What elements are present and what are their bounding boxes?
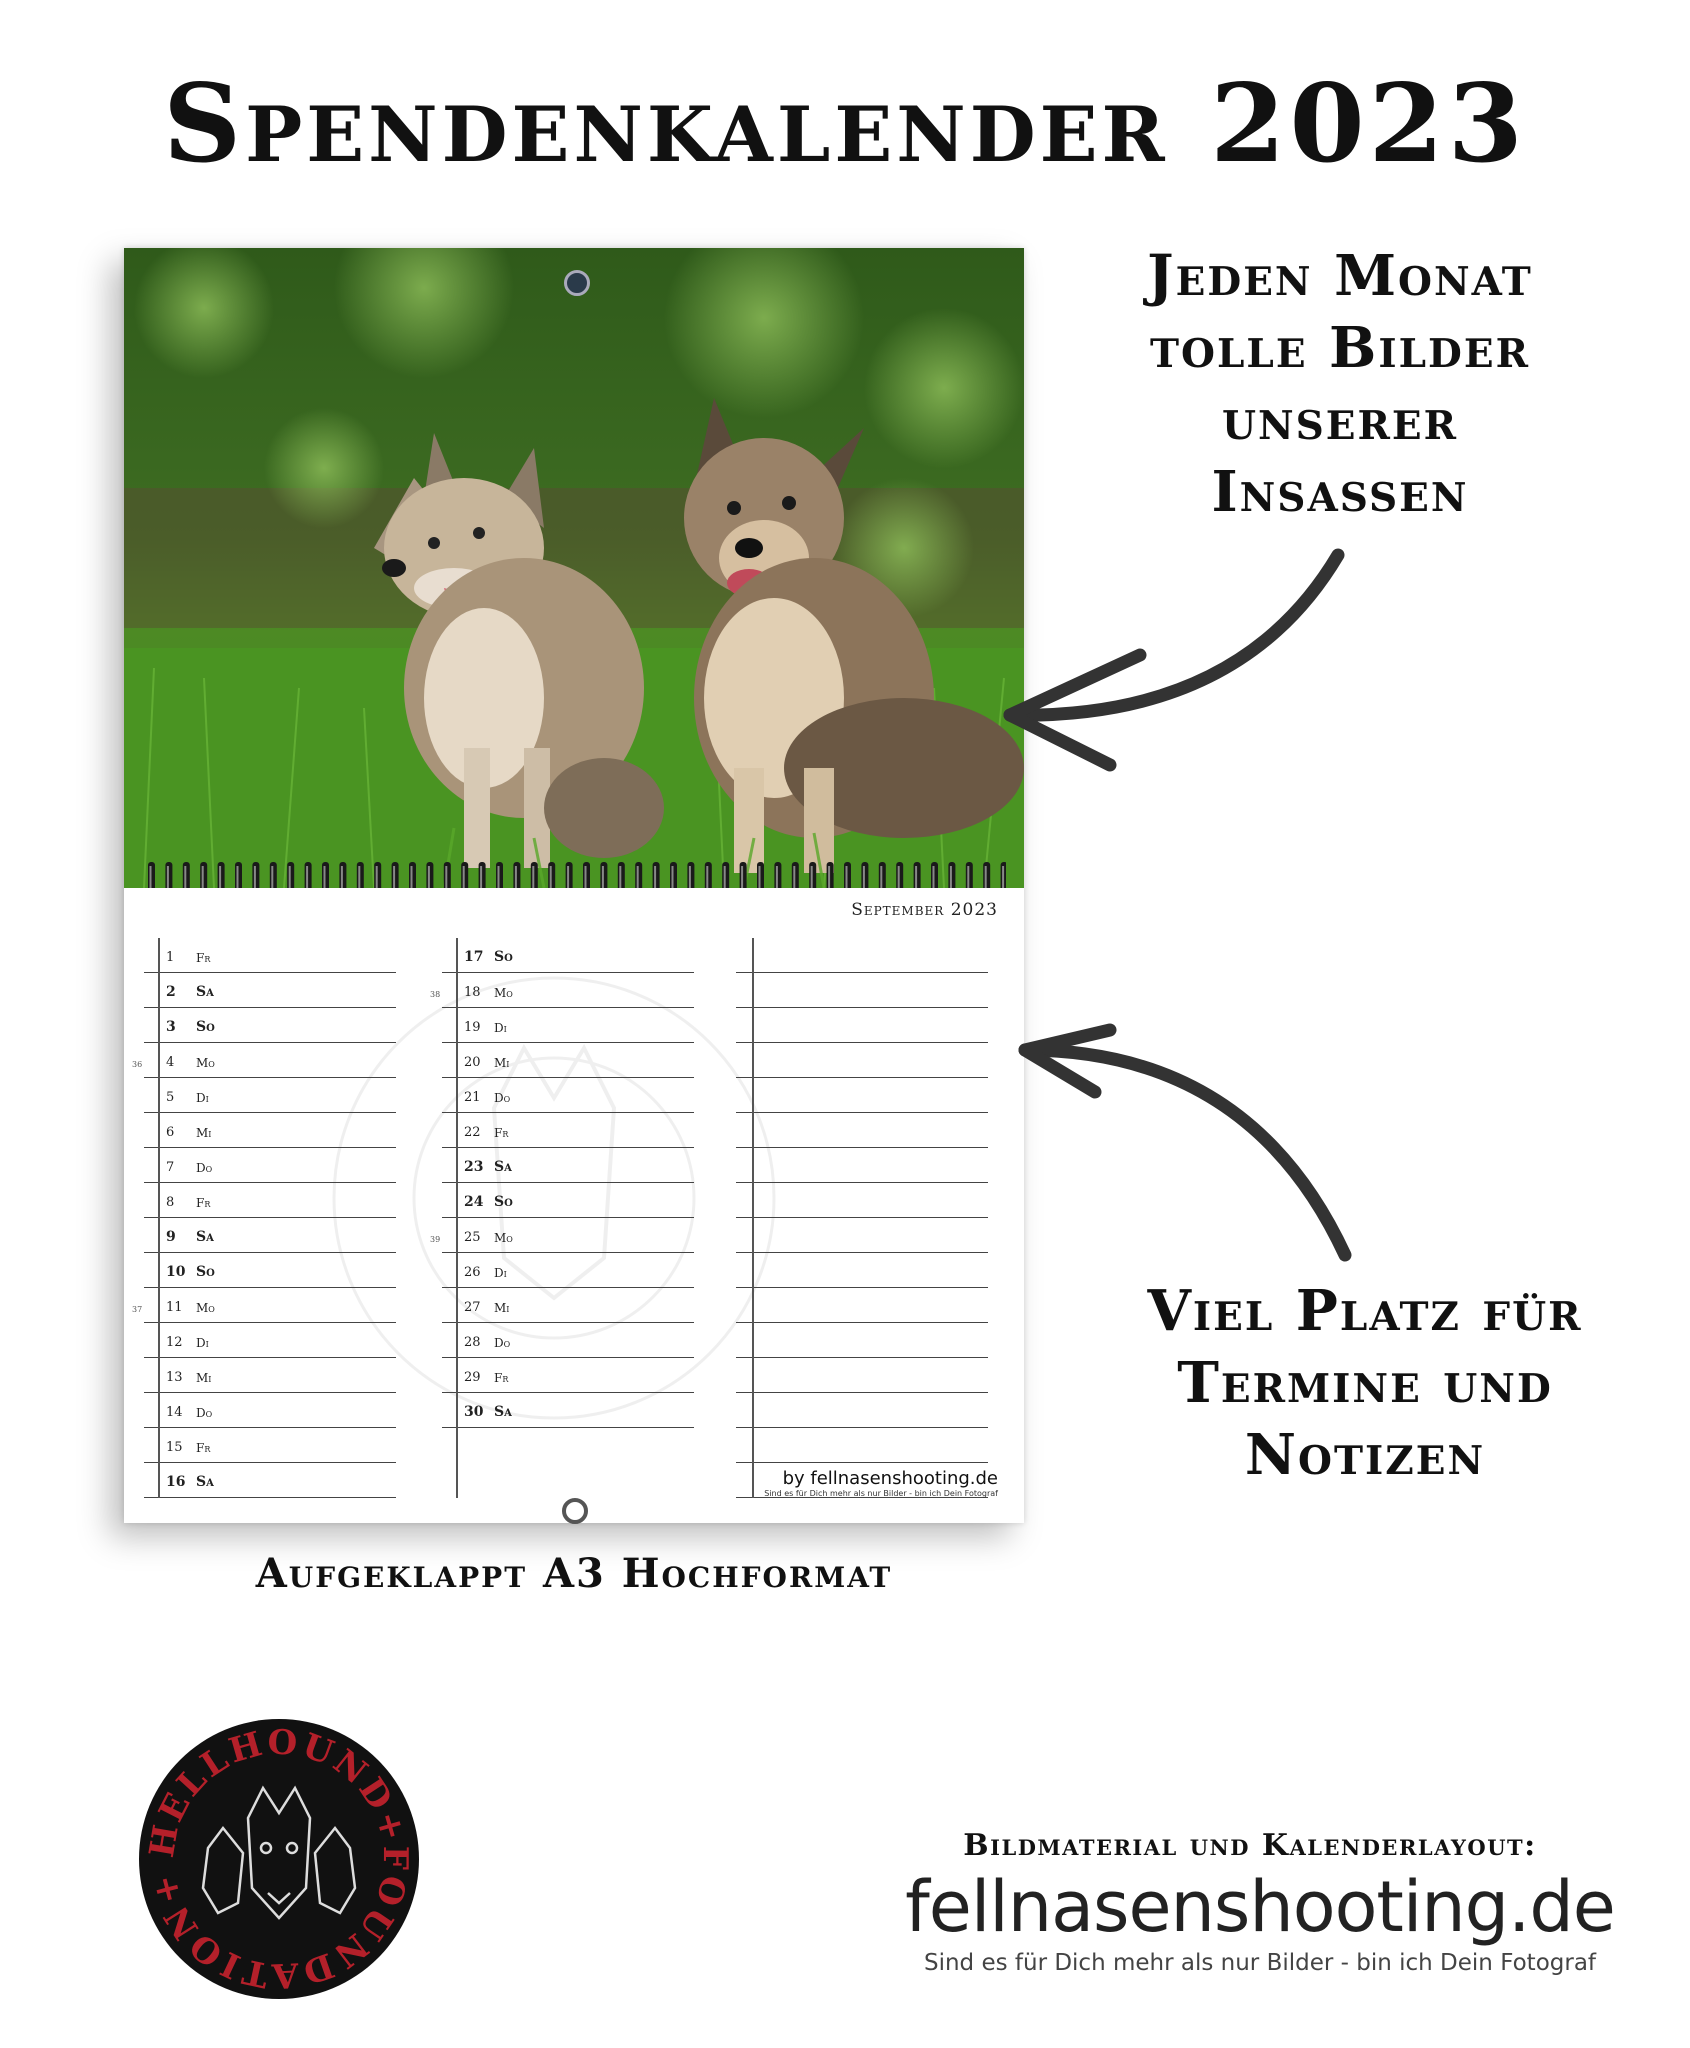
week-number: 38 xyxy=(430,990,441,999)
weekday: So xyxy=(196,1264,215,1280)
credit-tagline: Sind es für Dich mehr als nur Bilder - bin ich Dein Fotograf xyxy=(923,1950,1597,1976)
callout-line: tolle Bilder xyxy=(1149,315,1530,381)
day-number: 21 xyxy=(464,1090,481,1105)
weekday: Fr xyxy=(196,1441,211,1455)
weekday: Sa xyxy=(196,1474,214,1490)
weekday: Di xyxy=(196,1336,209,1350)
day-number: 27 xyxy=(464,1300,481,1315)
credit-label: Bildmaterial und Kalenderlayout: xyxy=(963,1828,1537,1863)
weekday: Di xyxy=(494,1021,507,1035)
day-number: 19 xyxy=(464,1020,481,1035)
day-number: 22 xyxy=(464,1125,481,1140)
format-caption: Aufgeklappt A3 Hochformat xyxy=(255,1550,893,1597)
day-number: 24 xyxy=(464,1194,484,1210)
page-title: Spendenkalender 2023 xyxy=(163,61,1527,187)
day-number: 15 xyxy=(166,1440,183,1455)
weekday: Fr xyxy=(196,1196,211,1210)
day-number: 17 xyxy=(464,949,484,965)
day-number: 4 xyxy=(166,1055,175,1070)
weekday: Mo xyxy=(196,1301,215,1315)
week-number: 37 xyxy=(132,1305,143,1314)
day-number: 23 xyxy=(464,1159,484,1175)
callout-line: Termine und xyxy=(1177,1350,1553,1416)
weekday: Mo xyxy=(494,986,513,1000)
day-number: 26 xyxy=(464,1265,481,1280)
weekday: Sa xyxy=(494,1159,512,1175)
callout-line: Insassen xyxy=(1211,459,1469,525)
weekday: So xyxy=(494,949,513,965)
week-number: 39 xyxy=(430,1235,441,1244)
weekday: Mo xyxy=(196,1056,215,1070)
day-number: 8 xyxy=(166,1195,175,1210)
day-number: 10 xyxy=(166,1264,186,1280)
day-number: 29 xyxy=(464,1370,481,1385)
weekday: Do xyxy=(196,1161,213,1175)
callout-line: Notizen xyxy=(1244,1422,1486,1488)
day-number: 25 xyxy=(464,1230,481,1245)
weekday: Sa xyxy=(196,1229,214,1245)
callout-line: Viel Platz für xyxy=(1147,1278,1583,1344)
weekday: Mi xyxy=(494,1301,510,1315)
hellhound-foundation-logo xyxy=(138,1718,420,2000)
credit-domain[interactable]: fellnasenshooting.de xyxy=(905,1866,1615,1948)
weekday: Do xyxy=(494,1336,511,1350)
day-number: 9 xyxy=(166,1229,176,1245)
day-number: 28 xyxy=(464,1335,481,1350)
day-number: 13 xyxy=(166,1370,183,1385)
weekday: Do xyxy=(196,1406,213,1420)
month-label: September 2023 xyxy=(851,900,998,920)
byline-tagline: Sind es für Dich mehr als nur Bilder - bin ich Dein Fotograf xyxy=(764,1489,998,1498)
callout-line: unserer xyxy=(1221,387,1459,453)
weekday: Fr xyxy=(494,1126,509,1140)
day-number: 2 xyxy=(166,984,176,1000)
weekday: Mo xyxy=(494,1231,513,1245)
week-number: 36 xyxy=(132,1060,143,1069)
weekday: Mi xyxy=(196,1126,212,1140)
weekday: Sa xyxy=(196,984,214,1000)
day-number: 7 xyxy=(166,1160,175,1175)
day-number: 5 xyxy=(166,1090,175,1105)
weekday: Sa xyxy=(494,1404,512,1420)
weekday: Di xyxy=(196,1091,209,1105)
weekday: Di xyxy=(494,1266,507,1280)
byline-text: by fellnasenshooting.de xyxy=(782,1468,998,1489)
day-number: 11 xyxy=(166,1300,183,1315)
day-number: 18 xyxy=(464,985,481,1000)
weekday: So xyxy=(196,1019,215,1035)
weekday: So xyxy=(494,1194,513,1210)
callout-line: Jeden Monat xyxy=(1147,243,1533,309)
day-number: 20 xyxy=(464,1055,481,1070)
weekday: Mi xyxy=(196,1371,212,1385)
day-number: 16 xyxy=(166,1474,186,1490)
weekday: Mi xyxy=(494,1056,510,1070)
weekday: Do xyxy=(494,1091,511,1105)
day-number: 12 xyxy=(166,1335,183,1350)
logo-text: HELLHOUND+FOUNDATION+ xyxy=(141,1722,416,1996)
day-number: 3 xyxy=(166,1019,176,1035)
day-number: 1 xyxy=(166,950,175,965)
day-number: 30 xyxy=(464,1404,484,1420)
day-number: 6 xyxy=(166,1125,175,1140)
day-number: 14 xyxy=(166,1405,183,1420)
weekday: Fr xyxy=(196,951,211,965)
weekday: Fr xyxy=(494,1371,509,1385)
